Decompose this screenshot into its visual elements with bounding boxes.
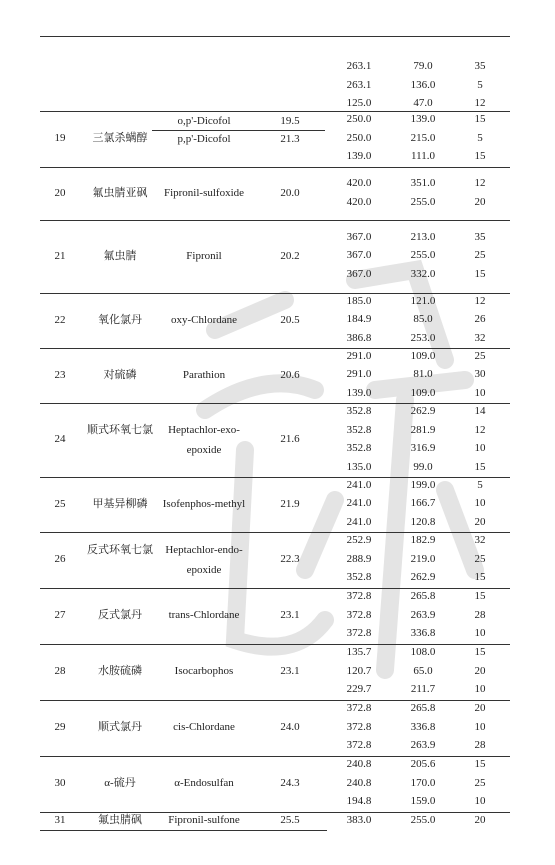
row-number: 28 [54, 665, 66, 677]
collision-energy: 10 [474, 442, 486, 454]
product-ion: 336.8 [410, 720, 436, 733]
precursor-ion: 352.8 [346, 571, 372, 584]
english-name: Heptachlor-endo-epoxide [165, 544, 243, 576]
product-ion: 219.0 [410, 552, 436, 565]
chinese-name: 反式氯丹 [98, 609, 142, 621]
english-name: p,p'-Dicofol [177, 133, 231, 145]
english-name: Fipronil-sulfone [168, 814, 240, 826]
precursor-ion: 125.0 [346, 97, 372, 109]
precursor-ion: 420.0 [346, 195, 372, 208]
precursor-ion: 252.9 [346, 534, 372, 547]
product-ion: 265.8 [410, 702, 436, 715]
product-ion: 121.0 [410, 294, 436, 307]
product-ion: 79.0 [413, 60, 433, 72]
collision-energy: 5 [477, 131, 483, 144]
chinese-name: 氟虫腈 [103, 249, 137, 262]
collision-energy: 30 [474, 368, 486, 381]
product-ion: 47.0 [413, 97, 433, 109]
chinese-name: 顺式环氧七氯 [87, 424, 153, 436]
retention-time: 20.2 [280, 249, 300, 262]
precursor-ion: 135.7 [346, 646, 372, 659]
chinese-name: 氧化氯丹 [98, 313, 142, 326]
product-ion: 263.9 [410, 608, 436, 621]
precursor-ion: 184.9 [346, 313, 372, 326]
collision-energy: 12 [474, 294, 486, 307]
precursor-ion: 185.0 [346, 294, 372, 307]
product-ion: 109.0 [410, 349, 436, 362]
collision-energy: 15 [474, 590, 486, 603]
precursor-ion: 241.0 [346, 515, 372, 528]
row-divider [40, 700, 510, 701]
precursor-ion: 240.8 [346, 776, 372, 789]
collision-energy: 10 [474, 720, 486, 733]
product-ion: 170.0 [410, 776, 436, 789]
precursor-ion: 420.0 [346, 177, 372, 189]
row-number: 24 [54, 433, 66, 445]
product-ion: 262.9 [410, 571, 436, 584]
row-divider-last-left [40, 830, 327, 831]
row-divider [40, 812, 510, 813]
product-ion: 253.0 [410, 331, 436, 344]
row-divider [40, 403, 510, 404]
collision-energy: 10 [474, 386, 486, 399]
collision-energy: 28 [474, 608, 486, 621]
precursor-ion: 241.0 [346, 478, 372, 491]
product-ion: 108.0 [410, 646, 436, 659]
collision-energy: 15 [474, 267, 486, 280]
collision-energy: 25 [474, 249, 486, 262]
precursor-ion: 250.0 [346, 113, 372, 126]
precursor-ion: 372.8 [346, 720, 372, 733]
english-name: trans-Chlordane [168, 609, 240, 621]
row-divider [40, 348, 510, 349]
product-ion: 263.9 [410, 739, 436, 752]
collision-energy: 10 [474, 627, 486, 640]
english-name: Fipronil [186, 249, 222, 262]
precursor-ion: 291.0 [346, 368, 372, 381]
row-divider [40, 532, 510, 533]
collision-energy: 10 [474, 497, 486, 510]
collision-energy: 26 [474, 313, 486, 326]
collision-energy: 12 [474, 177, 486, 189]
collision-energy: 20 [474, 813, 486, 826]
precursor-ion: 241.0 [346, 497, 372, 510]
precursor-ion: 372.8 [346, 608, 372, 621]
chinese-name: 三氯杀螨醇 [92, 132, 148, 144]
product-ion: 120.8 [410, 515, 436, 528]
collision-energy: 12 [474, 97, 486, 109]
product-ion: 182.9 [410, 534, 436, 547]
collision-energy: 28 [474, 739, 486, 752]
chinese-name: 氟虫腈砜 [98, 814, 142, 826]
row-divider [40, 644, 510, 645]
precursor-ion: 135.0 [346, 460, 372, 473]
precursor-ion: 291.0 [346, 349, 372, 362]
chinese-name: 甲基异柳磷 [92, 497, 148, 510]
product-ion: 336.8 [410, 627, 436, 640]
collision-energy: 15 [474, 150, 486, 163]
retention-time: 24.3 [280, 777, 300, 789]
precursor-ion: 263.1 [346, 78, 372, 91]
product-ion: 255.0 [410, 249, 436, 262]
product-ion: 215.0 [410, 131, 436, 144]
row-divider [40, 756, 510, 757]
collision-energy: 35 [474, 60, 486, 72]
chinese-name: 氟虫腈亚砜 [92, 186, 148, 199]
product-ion: 111.0 [411, 150, 435, 163]
product-ion: 159.0 [410, 795, 436, 808]
product-ion: 81.0 [413, 368, 433, 381]
row-number: 20 [54, 186, 66, 199]
collision-energy: 15 [474, 646, 486, 659]
retention-time: 23.1 [280, 609, 300, 621]
english-name: oxy-Chlordane [171, 313, 237, 326]
precursor-ion: 372.8 [346, 702, 372, 715]
precursor-ion: 194.8 [346, 795, 372, 808]
retention-time: 24.0 [280, 721, 300, 733]
watermark-icon [175, 240, 495, 710]
row-divider [40, 167, 510, 168]
retention-time: 20.5 [280, 313, 300, 326]
precursor-ion: 250.0 [346, 131, 372, 144]
row-number: 27 [54, 609, 66, 621]
precursor-ion: 139.0 [346, 386, 372, 399]
product-ion: 211.7 [410, 683, 436, 696]
collision-energy: 25 [474, 776, 486, 789]
precursor-ion: 372.8 [346, 627, 372, 640]
english-name: Heptachlor-exo-epoxide [168, 424, 240, 456]
row-divider [40, 477, 510, 478]
product-ion: 205.6 [410, 758, 436, 771]
product-ion: 166.7 [410, 497, 436, 510]
retention-time: 21.3 [280, 133, 300, 145]
collision-energy: 10 [474, 795, 486, 808]
collision-energy: 15 [474, 460, 486, 473]
collision-energy: 32 [474, 331, 486, 344]
row-number: 26 [54, 553, 66, 565]
product-ion: 139.0 [410, 113, 436, 126]
product-ion: 265.8 [410, 590, 436, 603]
retention-time: 21.9 [280, 497, 300, 510]
collision-energy: 15 [474, 758, 486, 771]
product-ion: 65.0 [413, 664, 433, 677]
precursor-ion: 367.0 [346, 230, 372, 243]
retention-time: 20.6 [280, 368, 300, 381]
precursor-ion: 240.8 [346, 758, 372, 771]
row-number: 23 [54, 368, 66, 381]
chinese-name: 顺式氯丹 [98, 721, 142, 733]
collision-energy: 25 [474, 552, 486, 565]
english-name: Fipronil-sulfoxide [163, 186, 245, 199]
product-ion: 262.9 [410, 405, 436, 417]
precursor-ion: 229.7 [346, 683, 372, 696]
english-name: o,p'-Dicofol [177, 115, 231, 127]
collision-energy: 5 [477, 478, 483, 491]
collision-energy: 35 [474, 230, 486, 243]
row-divider [40, 293, 510, 294]
product-ion: 199.0 [410, 478, 436, 491]
row-number: 29 [54, 721, 66, 733]
collision-energy: 20 [474, 195, 486, 208]
precursor-ion: 386.8 [346, 331, 372, 344]
precursor-ion: 367.0 [346, 267, 372, 280]
product-ion: 136.0 [410, 78, 436, 91]
precursor-ion: 120.7 [346, 664, 372, 677]
row-number: 25 [54, 497, 66, 510]
english-name: cis-Chlordane [173, 721, 235, 733]
product-ion: 281.9 [410, 423, 436, 436]
collision-energy: 5 [477, 78, 483, 91]
product-ion: 351.0 [410, 177, 436, 189]
precursor-ion: 372.8 [346, 590, 372, 603]
collision-energy: 12 [474, 423, 486, 436]
chinese-name: 对硫磷 [103, 368, 137, 381]
product-ion: 109.0 [410, 386, 436, 399]
product-ion: 332.0 [410, 267, 436, 280]
precursor-ion: 367.0 [346, 249, 372, 262]
collision-energy: 15 [474, 113, 486, 126]
precursor-ion: 383.0 [346, 813, 372, 826]
retention-time: 25.5 [280, 814, 300, 826]
collision-energy: 32 [474, 534, 486, 547]
row-number: 31 [54, 814, 66, 826]
top-rule [40, 36, 510, 37]
row-number: 30 [54, 777, 66, 789]
precursor-ion: 352.8 [346, 423, 372, 436]
precursor-ion: 288.9 [346, 552, 372, 565]
english-name: Isofenphos-methyl [162, 497, 246, 510]
precursor-ion: 372.8 [346, 739, 372, 752]
product-ion: 255.0 [410, 195, 436, 208]
row-number: 21 [54, 249, 66, 262]
product-ion: 255.0 [410, 813, 436, 826]
retention-time: 20.0 [280, 186, 300, 199]
collision-energy: 10 [474, 683, 486, 696]
precursor-ion: 352.8 [346, 405, 372, 417]
precursor-ion: 352.8 [346, 442, 372, 454]
product-ion: 213.0 [410, 230, 436, 243]
collision-energy: 15 [474, 571, 486, 584]
english-name: α-Endosulfan [174, 777, 234, 789]
chinese-name: 反式环氧七氯 [87, 544, 153, 556]
retention-time: 22.3 [280, 553, 300, 565]
english-name: Parathion [182, 368, 226, 381]
product-ion: 85.0 [413, 313, 433, 326]
row-divider-top [40, 111, 510, 112]
row-number: 19 [54, 132, 66, 144]
product-ion: 99.0 [413, 460, 433, 473]
chinese-name: 水胺硫磷 [98, 665, 142, 677]
collision-energy: 20 [474, 664, 486, 677]
row-divider [40, 220, 510, 221]
retention-time: 23.1 [280, 665, 300, 677]
row-divider [40, 588, 510, 589]
collision-energy: 14 [474, 405, 486, 417]
english-name: Isocarbophos [174, 665, 234, 677]
precursor-ion: 139.0 [346, 150, 372, 163]
sub-row-divider [152, 130, 325, 131]
collision-energy: 25 [474, 349, 486, 362]
retention-time: 21.6 [280, 433, 300, 445]
chinese-name: α-硫丹 [104, 777, 136, 789]
collision-energy: 20 [474, 702, 486, 715]
product-ion: 316.9 [410, 442, 436, 454]
row-number: 22 [54, 313, 66, 326]
collision-energy: 20 [474, 515, 486, 528]
precursor-ion: 263.1 [346, 60, 372, 72]
retention-time: 19.5 [280, 115, 300, 127]
